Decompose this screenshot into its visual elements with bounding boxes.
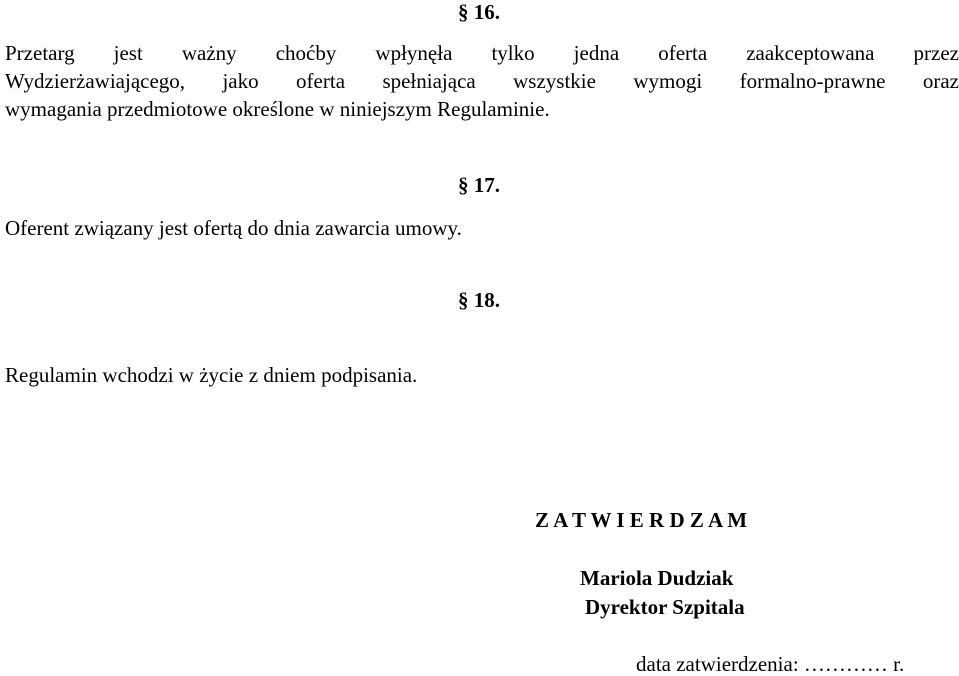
approver-position: Dyrektor Szpitala xyxy=(585,595,745,619)
word: zaakceptowana xyxy=(746,41,875,65)
word: spełniająca xyxy=(382,69,476,93)
section-18-paragraph: Regulamin wchodzi w życie z dniem podpisania. xyxy=(5,363,418,387)
approval-date-line: data zatwierdzenia: ………… r. xyxy=(636,652,905,676)
section-16-paragraph xyxy=(5,39,959,123)
word: oraz xyxy=(922,69,959,93)
section-18-heading: § 18. xyxy=(458,288,500,312)
section-17-heading: § 17. xyxy=(458,173,500,197)
word: Przetarg xyxy=(5,41,75,65)
word: wszystkie xyxy=(513,69,596,93)
word: oferta xyxy=(658,41,708,65)
section-16-line-3: wymagania przedmiotowe określone w niniejszym Regulaminie. xyxy=(5,97,550,121)
approver-name: Mariola Dudziak xyxy=(580,566,734,590)
word: oferta xyxy=(296,69,346,93)
word: przez xyxy=(913,41,959,65)
word: jako xyxy=(222,69,259,93)
section-16-line-1 xyxy=(5,39,959,67)
word: jest xyxy=(113,41,143,65)
approval-title: Z A T W I E R D Z A M xyxy=(535,508,748,532)
word: wymogi xyxy=(633,69,703,93)
section-16-line-2 xyxy=(5,67,959,95)
word: Wydzierżawiającego, xyxy=(5,69,186,93)
word: choćby xyxy=(275,41,337,65)
section-17-paragraph: Oferent związany jest ofertą do dnia zawarcia umowy. xyxy=(5,216,462,240)
word: formalno-prawne xyxy=(739,69,886,93)
section-16-heading: § 16. xyxy=(458,0,500,24)
word: tylko xyxy=(491,41,535,65)
word: jedna xyxy=(573,41,620,65)
word: wpłynęła xyxy=(375,41,453,65)
word: ważny xyxy=(181,41,237,65)
